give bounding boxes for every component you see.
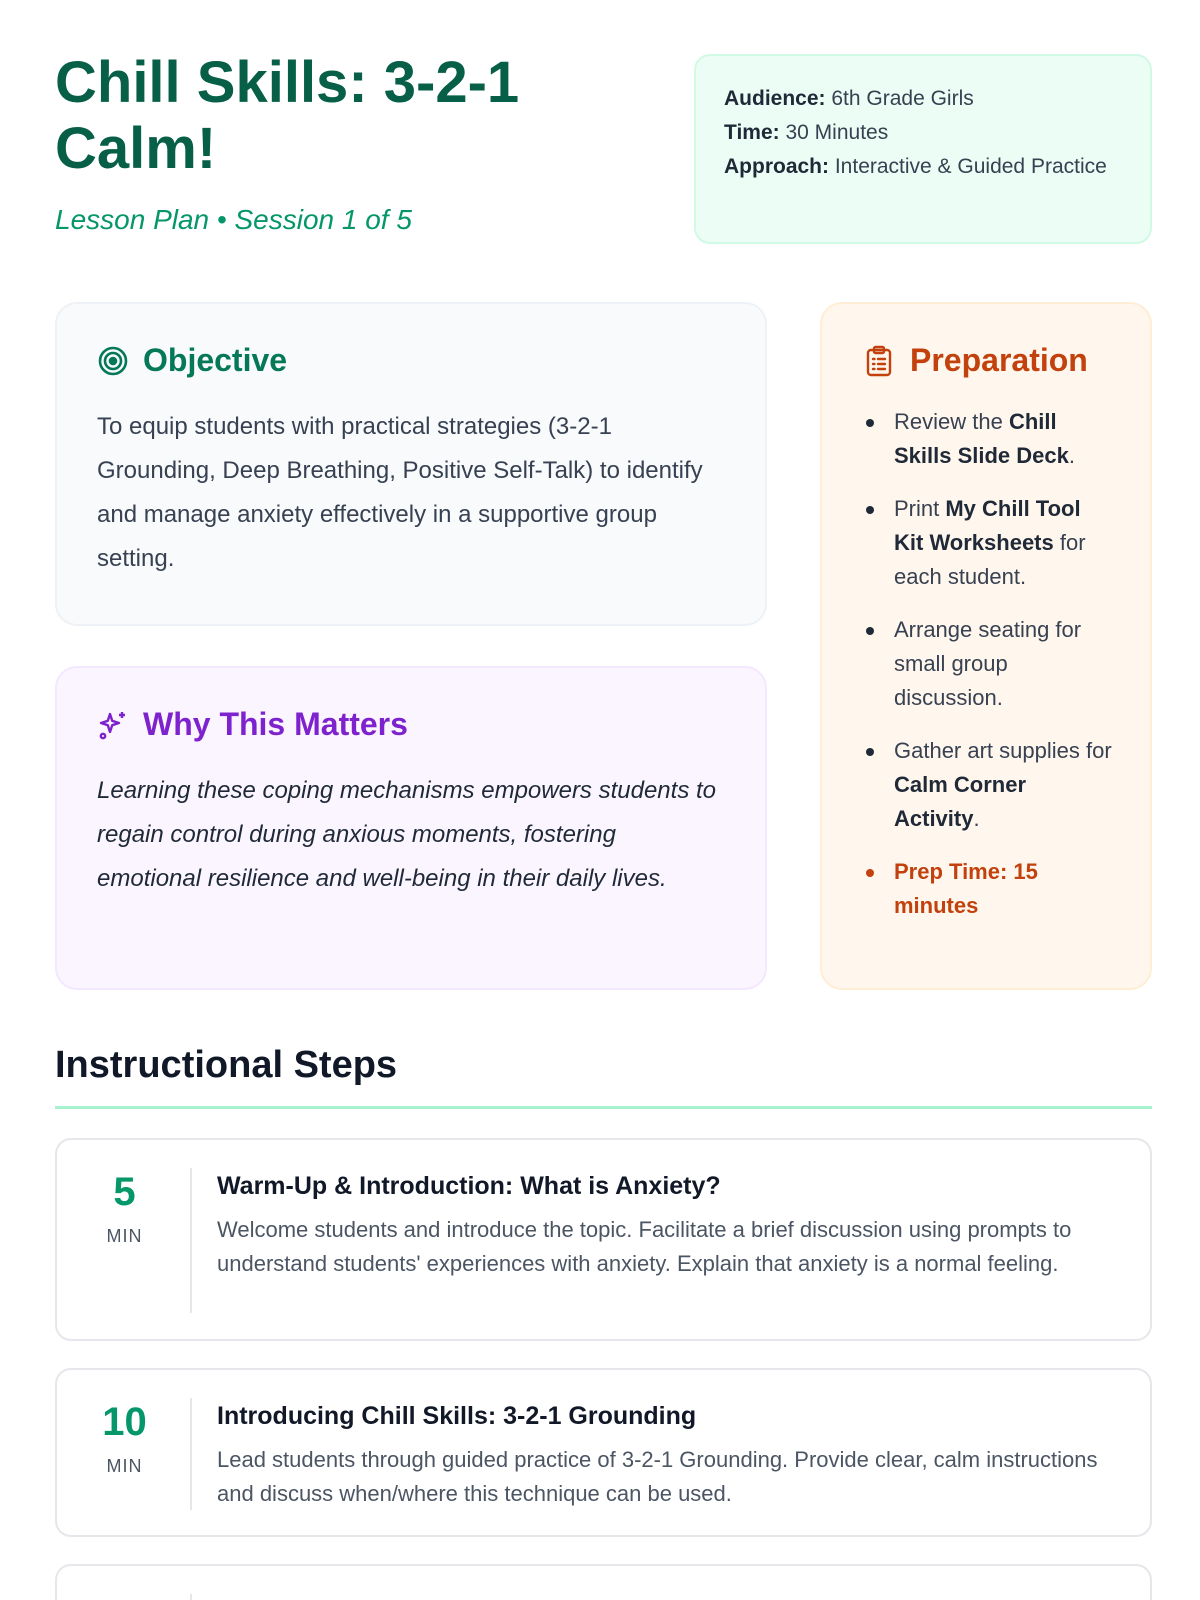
prep-time-item: Prep Time: 15 minutes bbox=[864, 855, 1116, 923]
preparation-heading bbox=[864, 342, 1116, 379]
why-matters-card bbox=[55, 666, 767, 990]
preparation-item-text: . bbox=[973, 806, 980, 831]
step-unit: MIN bbox=[106, 1456, 143, 1476]
step-divider bbox=[190, 1398, 192, 1510]
step-body bbox=[217, 1172, 1116, 1281]
page-title: Chill Skills: 3-2-1 Calm! bbox=[55, 50, 520, 181]
step-card bbox=[55, 1138, 1152, 1341]
meta-audience bbox=[724, 82, 1122, 116]
step-card bbox=[55, 1368, 1152, 1537]
preparation-item-text: Gather art supplies for bbox=[894, 738, 1112, 763]
preparation-card bbox=[820, 302, 1152, 990]
preparation-item bbox=[864, 734, 1116, 836]
preparation-item bbox=[864, 613, 1116, 715]
sparkles-icon bbox=[97, 709, 129, 741]
why-matters-text: Learning these coping mechanisms empowers students to regain control during anxious moments, fostering emotional resilience and well-being in their daily lives. bbox=[97, 777, 717, 892]
step-unit: MIN bbox=[106, 1226, 143, 1246]
target-icon bbox=[97, 345, 129, 377]
preparation-item-text: Arrange seating for small group discussion. bbox=[894, 617, 1082, 710]
section-divider bbox=[55, 1106, 1152, 1109]
preparation-item-text: Print bbox=[894, 496, 946, 521]
instructional-steps-title: Instructional Steps bbox=[55, 1044, 398, 1086]
preparation-item-text: . bbox=[1068, 443, 1075, 468]
meta-approach-label: Approach: bbox=[724, 155, 829, 178]
preparation-item-text: for each student. bbox=[894, 530, 1086, 589]
step-title: Introducing Chill Skills: 3-2-1 Grounding bbox=[217, 1402, 697, 1430]
meta-audience-label: Audience: bbox=[724, 87, 826, 110]
lesson-header bbox=[55, 50, 655, 236]
step-body bbox=[217, 1402, 1116, 1511]
preparation-item bbox=[864, 492, 1116, 594]
objective-title: Objective bbox=[143, 342, 288, 378]
meta-time-label: Time: bbox=[724, 121, 780, 144]
why-matters-heading bbox=[97, 706, 725, 743]
preparation-item bbox=[864, 405, 1116, 473]
lesson-meta-box bbox=[694, 54, 1152, 244]
step-duration bbox=[57, 1398, 192, 1477]
step-divider bbox=[190, 1594, 192, 1600]
meta-time-value: 30 Minutes bbox=[785, 121, 889, 144]
objective-heading bbox=[97, 342, 725, 379]
page-subtitle: Lesson Plan • Session 1 of 5 bbox=[55, 204, 412, 235]
clipboard-icon bbox=[864, 345, 896, 377]
objective-card bbox=[55, 302, 767, 626]
preparation-item-text: Review the bbox=[894, 409, 1009, 434]
preparation-title: Preparation bbox=[910, 342, 1088, 378]
step-duration bbox=[57, 1168, 192, 1247]
objective-text: To equip students with practical strategies (3-2-1 Grounding, Deep Breathing, Positive Self-Talk) to identify and manage anxiety effectively in a supportive group setting. bbox=[97, 413, 703, 572]
step-divider bbox=[190, 1168, 192, 1313]
meta-audience-value: 6th Grade Girls bbox=[831, 87, 974, 110]
step-description: Lead students through guided practice of 3-2-1 Grounding. Provide clear, calm instructions and discuss when/where this technique can be used. bbox=[217, 1447, 1098, 1506]
step-minutes: 5 bbox=[113, 1170, 136, 1214]
meta-time bbox=[724, 116, 1122, 150]
step-minutes: 10 bbox=[102, 1400, 147, 1444]
meta-approach-value: Interactive & Guided Practice bbox=[834, 155, 1107, 178]
preparation-item-bold: My Chill Tool Kit Worksheets bbox=[894, 496, 1081, 555]
step-description: Welcome students and introduce the topic. Facilitate a brief discussion using prompts to understand students' experiences with anxiety. Explain that anxiety is a normal feeling. bbox=[217, 1217, 1072, 1276]
preparation-list bbox=[864, 405, 1116, 923]
why-matters-title: Why This Matters bbox=[143, 706, 408, 742]
step-card bbox=[55, 1564, 1152, 1600]
preparation-item-bold: Calm Corner Activity bbox=[894, 772, 1027, 831]
meta-approach bbox=[724, 150, 1122, 184]
preparation-item-bold: Chill Skills Slide Deck bbox=[894, 409, 1069, 468]
step-title: Warm-Up & Introduction: What is Anxiety? bbox=[217, 1172, 721, 1200]
